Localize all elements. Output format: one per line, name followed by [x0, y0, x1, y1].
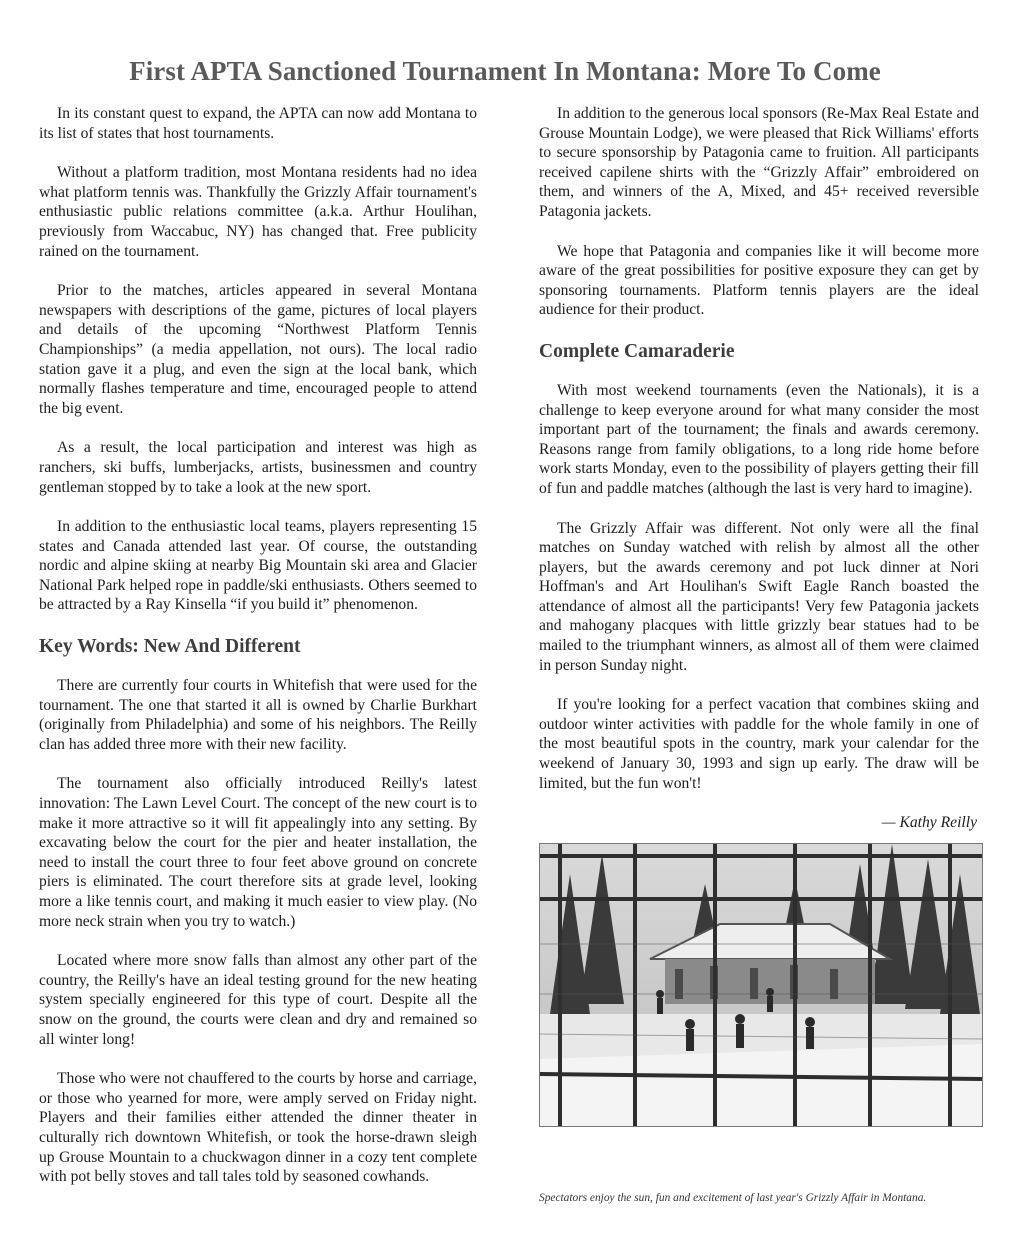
- right-column: [539, 104, 979, 833]
- paragraph: Those who were not chauffered to the courts by horse and carriage, or those who yearned for more, were amply served on Friday night. Players and their families either attended the dinner theater in culturally rich downtown Whitefish, or took the horse-drawn sleigh up Grouse Mountain to a chuckwagon dinner in a cozy tent complete with pot belly stoves and tall tales told by seasoned cowhands.: [39, 1070, 477, 1186]
- paragraph: As a result, the local participation and interest was high as ranchers, ski buffs, lumberjacks, artists, businessmen and country gentleman stopped by to take a look at the new sport.: [39, 439, 477, 496]
- left-column: [39, 104, 477, 1207]
- photo-caption: Spectators enjoy the sun, fun and excitement of last year's Grizzly Affair in Montana.: [539, 1192, 927, 1204]
- article-title: First APTA Sanctioned Tournament In Montana: More To Come: [129, 56, 881, 86]
- paragraph: If you're looking for a perfect vacation that combines skiing and outdoor winter activities with paddle for the whole family in one of the most beautiful spots in the country, mark your calendar for the weekend of January 30, 1993 and sign up early. The draw will be limited, but the fun won't!: [539, 696, 979, 792]
- paragraph: In addition to the enthusiastic local teams, players representing 15 states and Canada attended last year. Of course, the outstanding nordic and alpine skiing at nearby Big Mountain ski area and Glacier National Park helped rope in paddle/ski enthusiasts. Others seemed to be attracted by a Ray Kinsella “if you build it” phenomenon.: [39, 518, 477, 614]
- tournament-photo: [539, 843, 983, 1127]
- paragraph: With most weekend tournaments (even the Nationals), it is a challenge to keep everyone around for what many consider the most important part of the tournament; the finals and awards ceremony. Reasons range from family obligations, to a long ride home before work starts Monday, even to the possibility of players getting their fill of fun and paddle matches (although the last is very hard to imagine).: [539, 381, 979, 497]
- paragraph: There are currently four courts in Whitefish that were used for the tournament. The one that started it all is owned by Charlie Burkhart (originally from Philadelphia) and some of his neighbors. The Reilly clan has added three more with their new facility.: [39, 677, 477, 753]
- paragraph: In addition to the generous local sponsors (Re-Max Real Estate and Grouse Mountain Lodge), we were pleased that Rick Williams' efforts to secure sponsorship by Patagonia came to fruition. All participants received capilene shirts with the “Grizzly Affair” embroidered on them, and winners of the A, Mixed, and 45+ received reversible Patagonia jackets.: [539, 105, 979, 220]
- section-heading-camaraderie: Complete Camaraderie: [539, 340, 735, 362]
- paragraph: Prior to the matches, articles appeared in several Montana newspapers with descriptions of the game, pictures of local players and details of the upcoming “Northwest Platform Tennis Championships” (a media appellation, not ours). The local radio station gave it a plug, and even the sign at the local bank, which normally flashes temperature and time, encouraged people to attend the big event.: [39, 282, 477, 417]
- section-heading-key-words: Key Words: New And Different: [39, 636, 301, 658]
- paragraph: Without a platform tradition, most Montana residents had no idea what platform tennis was. Thankfully the Grizzly Affair tournament's enthusiastic public relations committee (a.k.a. Arthur Houlihan, previously from Waccabuc, NY) has changed that. Free publicity rained on the tournament.: [39, 164, 477, 260]
- author-signature: — Kathy Reilly: [881, 814, 977, 832]
- paragraph: The Grizzly Affair was different. Not only were all the final matches on Sunday watched with relish by almost all the other players, but the awards ceremony and pot luck dinner at Nori Hoffman's and Art Houlihan's Swift Eagle Ranch boasted the attendance of almost all the participants! Very few Patagonia jackets and mahogany placques with little grizzly bear statues had to be mailed to the triumphant winners, as almost all of them were claimed in person Sunday night.: [539, 519, 979, 674]
- paragraph: Located where more snow falls than almost any other part of the country, the Reilly's have an ideal testing ground for the new heating system specially engineered for this type of court. Despite all the snow on the ground, the courts were clean and dry and remained so all winter long!: [39, 952, 477, 1048]
- paragraph: In its constant quest to expand, the APTA can now add Montana to its list of states that host tournaments.: [39, 105, 477, 142]
- paragraph: We hope that Patagonia and companies like it will become more aware of the great possibilities for positive exposure they can get by sponsoring tournaments. Platform tennis players are the ideal audience for their product.: [539, 242, 979, 319]
- paragraph: The tournament also officially introduced Reilly's latest innovation: The Lawn Level Court. The concept of the new court is to make it more attractive so it will fit appealingly into any setting. By excavating below the court for the pier and heater installation, the need to install the court three to four feet above ground on concrete piers is eliminated. The court therefore sits at grade level, looking more a like tennis court, and making it much easier to view play. (No more neck strain when you try to watch.): [39, 775, 477, 930]
